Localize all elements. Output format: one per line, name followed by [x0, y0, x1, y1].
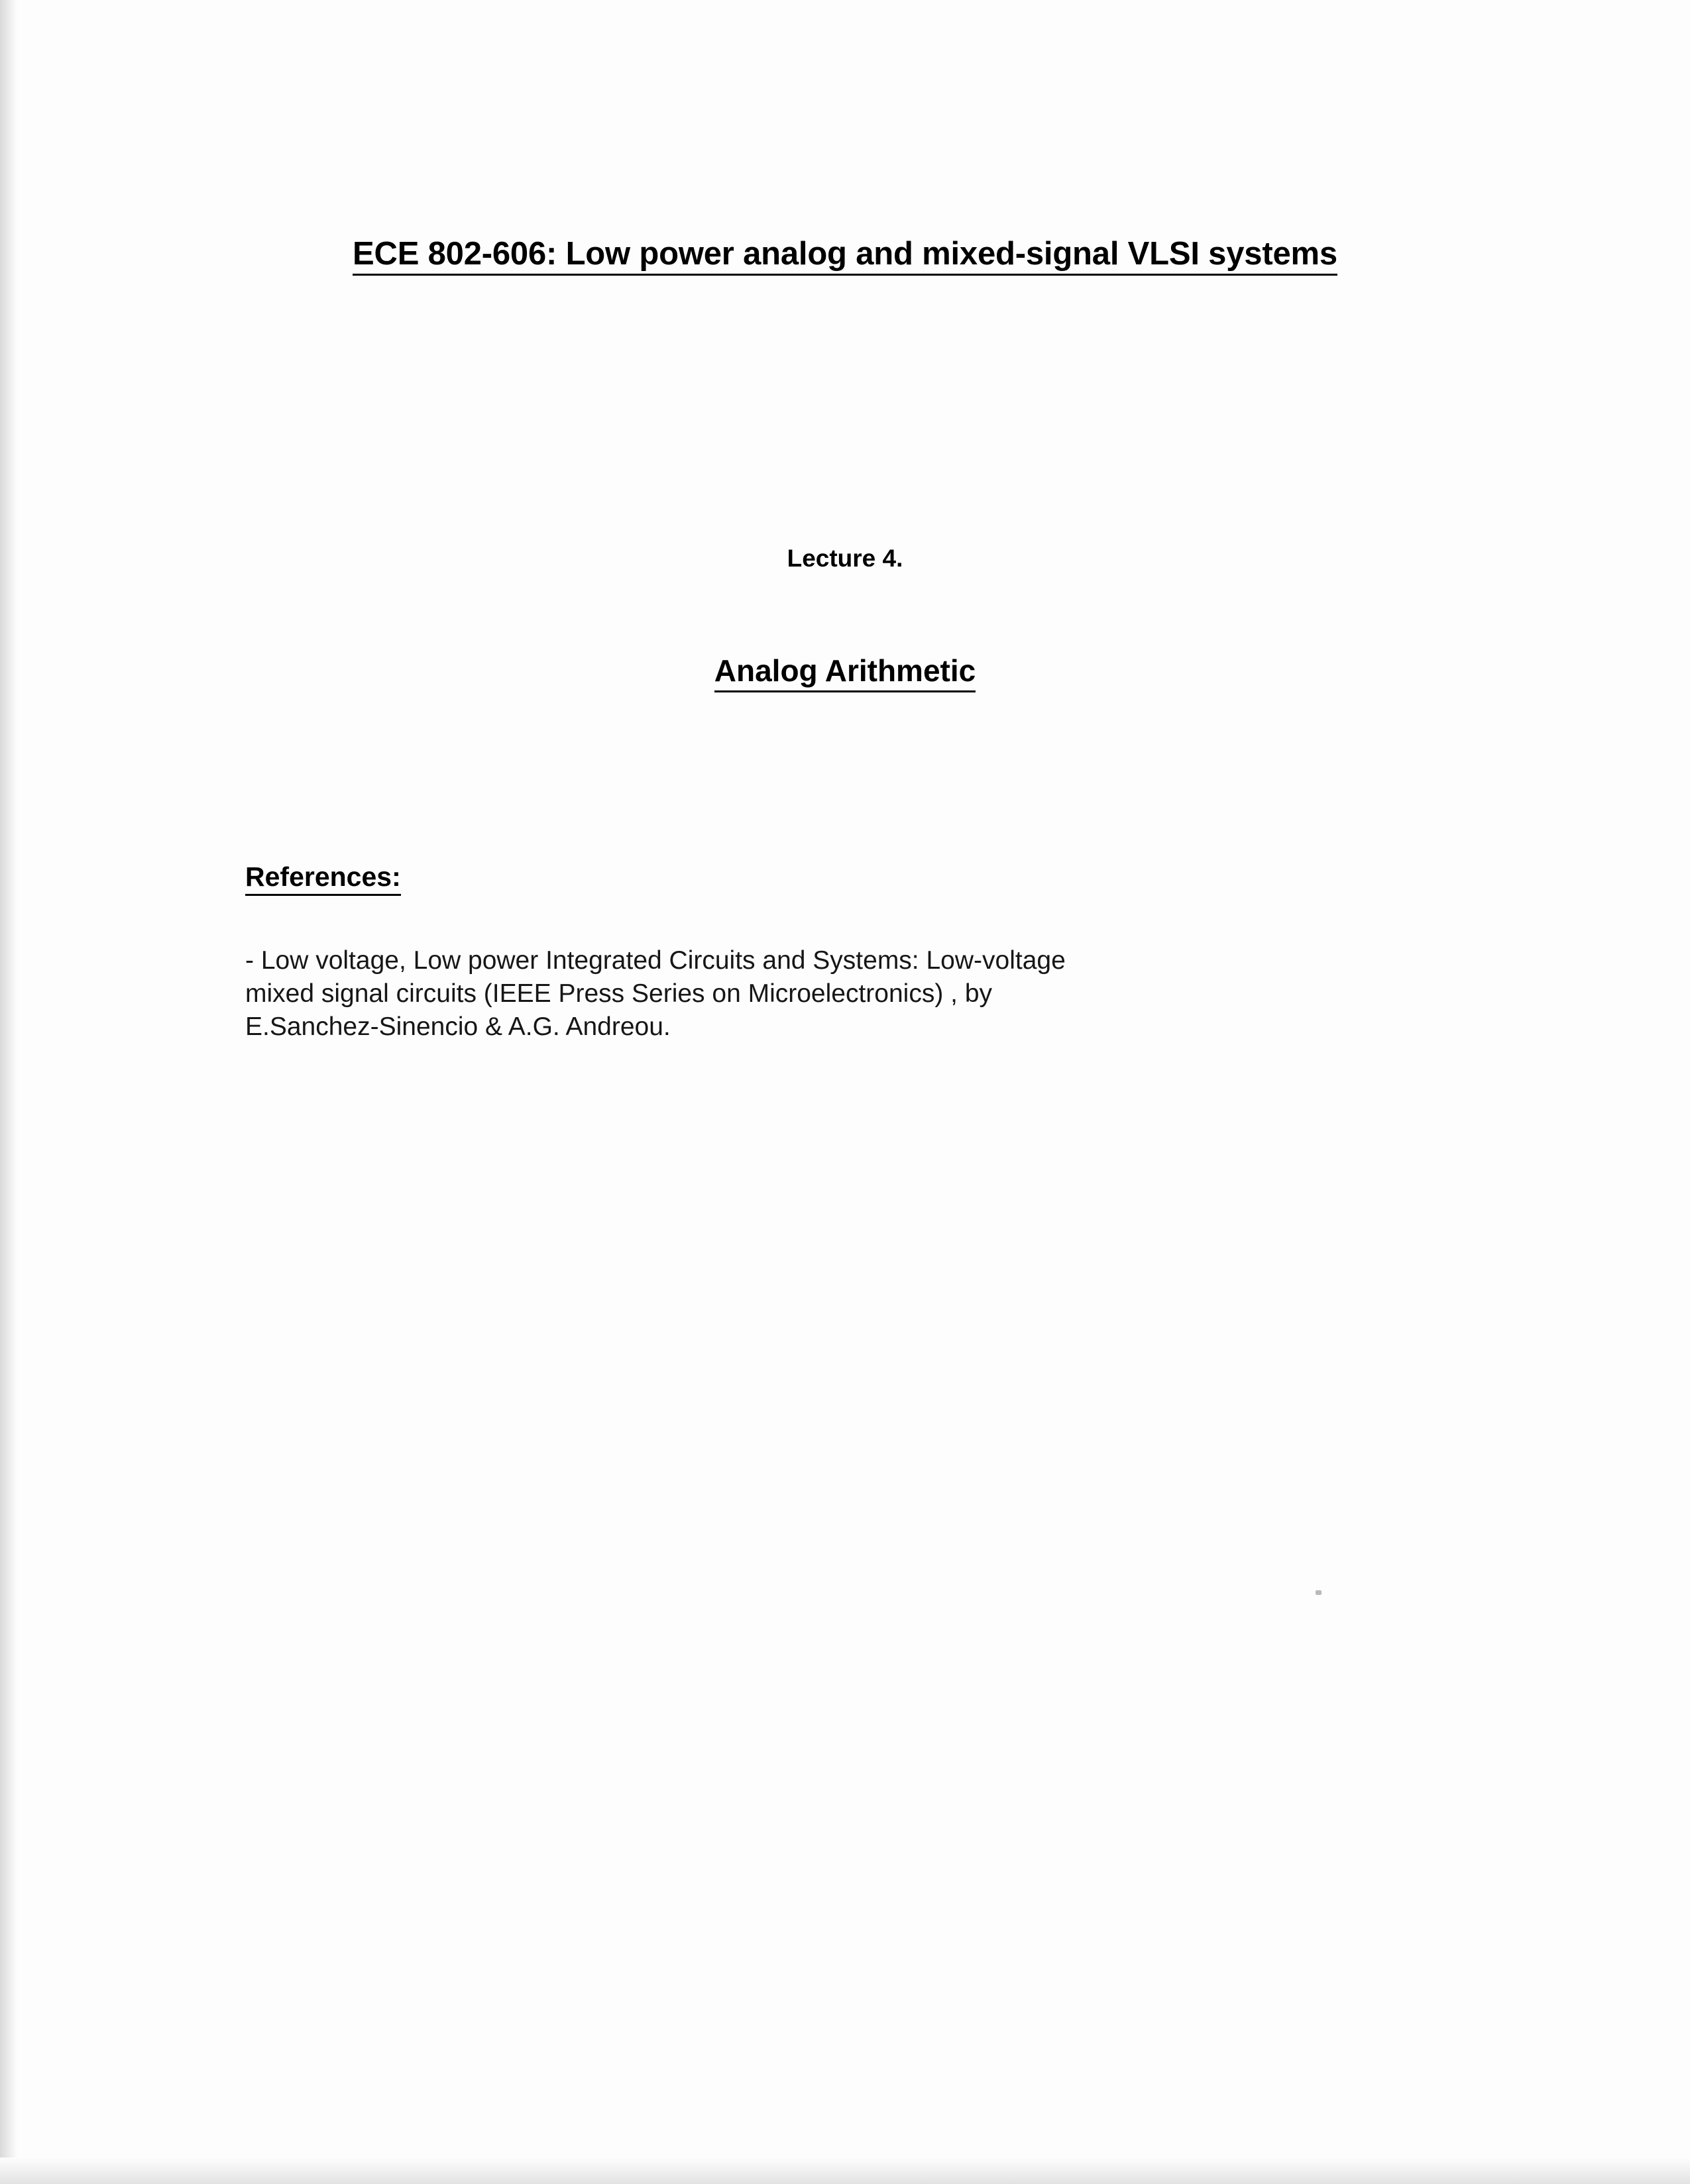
scan-artifact	[1316, 1590, 1322, 1595]
page-title-text: ECE 802-606: Low power analog and mixed-signal VLSI systems	[353, 236, 1337, 276]
page-title	[0, 235, 1690, 272]
lecture-number: Lecture 4.	[787, 545, 903, 572]
reference-line: - Low voltage, Low power Integrated Circuits and Systems: Low-voltage	[245, 946, 1066, 975]
references-list	[245, 944, 1332, 1044]
section-title-text: Analog Arithmetic	[714, 653, 976, 692]
references-heading	[245, 861, 401, 893]
section-title	[0, 653, 1690, 688]
references-heading-text: References:	[245, 861, 401, 896]
reference-line: mixed signal circuits (IEEE Press Series on Microelectronics) , by	[245, 979, 993, 1008]
reference-line: E.Sanchez-Sinencio & A.G. Andreou.	[245, 1012, 671, 1041]
scan-edge-left	[0, 0, 17, 2184]
scan-edge-bottom	[0, 2157, 1690, 2184]
